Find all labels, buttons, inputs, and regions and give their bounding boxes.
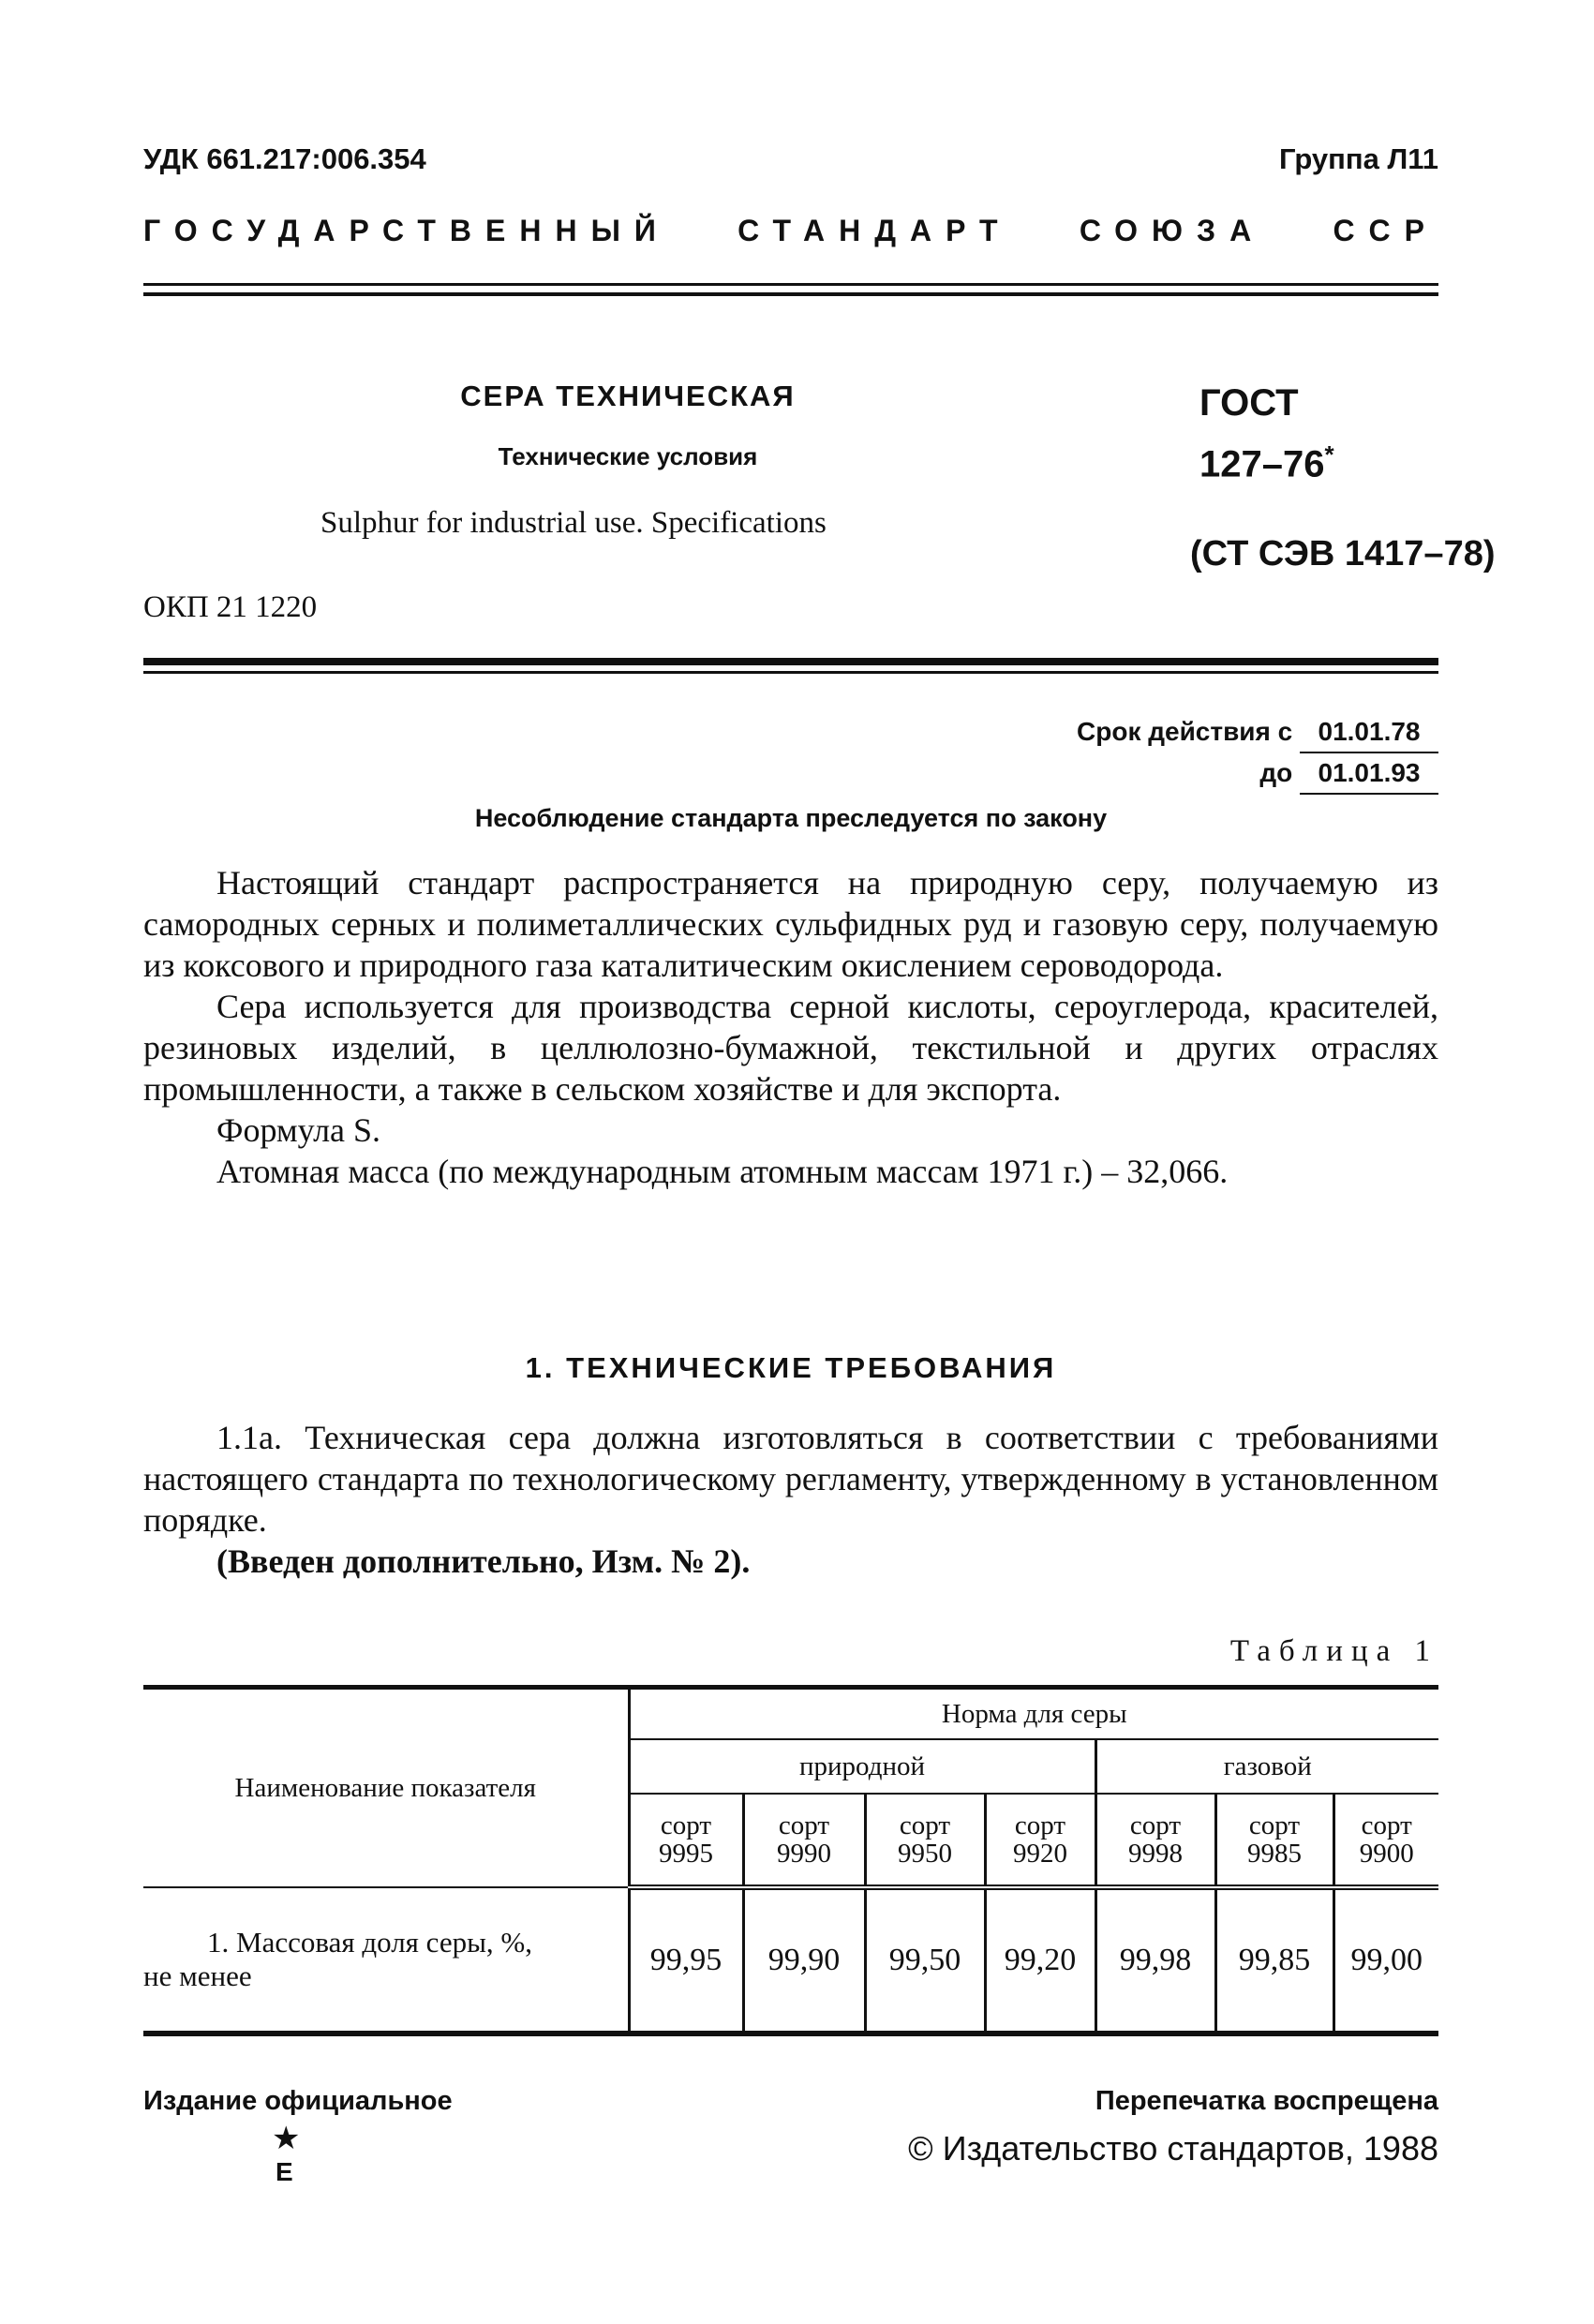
document-subtitle: Технические условия — [498, 442, 758, 470]
intro-paragraph: Настоящий стандарт распространяется на природную серу, получаемую из самородных серных и полиметаллических сульфидных руд и газовую серу, получаемую из коксового и природного газа каталитическим окислением сероводорода. — [143, 864, 1438, 984]
table-cell: 99,50 — [865, 1887, 985, 2034]
column-header-gas: газовой — [1095, 1739, 1438, 1794]
banner-word: СТАНДАРТ — [737, 214, 1012, 247]
clause-text — [143, 1417, 1438, 1582]
table-cell: 99,85 — [1215, 1887, 1333, 2034]
grade-header: сорт 9990 — [743, 1794, 865, 1887]
law-notice: Несоблюдение стандарта преследуется по закону — [474, 804, 1108, 832]
row-indicator-name: 1. Массовая доля серы, %, не менее — [143, 1887, 629, 2034]
grade-header: сорт 9995 — [629, 1794, 743, 1887]
clause-paragraph: 1.1а. Техническая сера должна изготовляться в соответствии с требованиями настоящего стандарта по технологическому регламенту, утвержденному в установленном порядке. — [143, 1419, 1438, 1539]
gost-number — [1199, 440, 1334, 485]
state-standard-banner — [143, 214, 1438, 248]
grade-header: сорт 9985 — [1215, 1794, 1333, 1887]
table-cell: 99,00 — [1333, 1887, 1438, 2034]
table-row — [143, 1887, 1438, 2034]
official-edition: Издание официальное — [143, 2086, 453, 2116]
column-header-natural: природной — [629, 1739, 1095, 1794]
table-caption: Таблица 1 — [1229, 1634, 1438, 1668]
column-header-norm: Норма для серы — [629, 1688, 1438, 1740]
reprint-notice: Перепечатка воспрещена — [1095, 2086, 1438, 2116]
banner-word: ГОСУДАРСТВЕННЫЙ — [143, 214, 670, 247]
banner-word: СОЮЗА — [1079, 214, 1266, 247]
banner-word: ССР — [1333, 214, 1438, 247]
group-code: Группа Л11 — [1279, 142, 1438, 175]
formula-line: Формула S. — [216, 1111, 381, 1149]
document-title: СЕРА ТЕХНИЧЕСКАЯ — [460, 380, 796, 412]
table-cell: 99,90 — [743, 1887, 865, 2034]
grade-header: сорт 9900 — [1333, 1794, 1438, 1887]
gost-number-value: 127–76 — [1199, 443, 1325, 485]
validity-from-date: 01.01.78 — [1300, 712, 1438, 753]
table-cell: 99,98 — [1095, 1887, 1215, 2034]
header-divider — [143, 283, 1438, 286]
grade-header: сорт 9920 — [985, 1794, 1095, 1887]
grade-header: сорт 9998 — [1095, 1794, 1215, 1887]
grade-header: сорт 9950 — [865, 1794, 985, 1887]
edition-letter: Е — [276, 2157, 293, 2186]
udk-code: УДК 661.217:006.354 — [143, 142, 426, 175]
validity-period — [1077, 712, 1438, 795]
section-heading: 1. ТЕХНИЧЕСКИЕ ТРЕБОВАНИЯ — [525, 1351, 1057, 1384]
okp-code: ОКП 21 1220 — [143, 590, 318, 624]
validity-to-date: 01.01.93 — [1300, 753, 1438, 795]
gost-number-mark: * — [1324, 440, 1334, 469]
english-title: Sulphur for industrial use. Specifications — [320, 506, 827, 540]
validity-from: Срок действия с 01.01.78 — [1077, 712, 1438, 753]
copyright: © Издательство стандартов, 1988 — [908, 2129, 1438, 2168]
table-cell: 99,95 — [629, 1887, 743, 2034]
sulphur-spec-table — [143, 1685, 1438, 2036]
star-icon: ★ — [272, 2121, 301, 2156]
column-header-name: Наименование показателя — [143, 1688, 629, 1888]
st-sev-reference: (СТ СЭВ 1417–78) — [1190, 534, 1496, 574]
intro-paragraph: Сера используется для производства серной кислоты, сероуглерода, красителей, резиновых изделий, в целлюлозно-бумажной, текстильной и других отраслях промышленности, а также в сельском хозяйстве и для экспорта. — [143, 988, 1438, 1108]
intro-text — [143, 862, 1438, 1192]
title-divider — [143, 658, 1438, 665]
validity-to: до 01.01.93 — [1077, 753, 1438, 795]
amendment-note: (Введен дополнительно, Изм. № 2). — [216, 1542, 751, 1580]
gost-label: ГОСТ — [1199, 382, 1299, 424]
header-divider — [143, 292, 1438, 296]
title-divider — [143, 671, 1438, 674]
atomic-mass-line: Атомная масса (по международным атомным массам 1971 г.) – 32,066. — [216, 1153, 1229, 1190]
table-cell: 99,20 — [985, 1887, 1095, 2034]
